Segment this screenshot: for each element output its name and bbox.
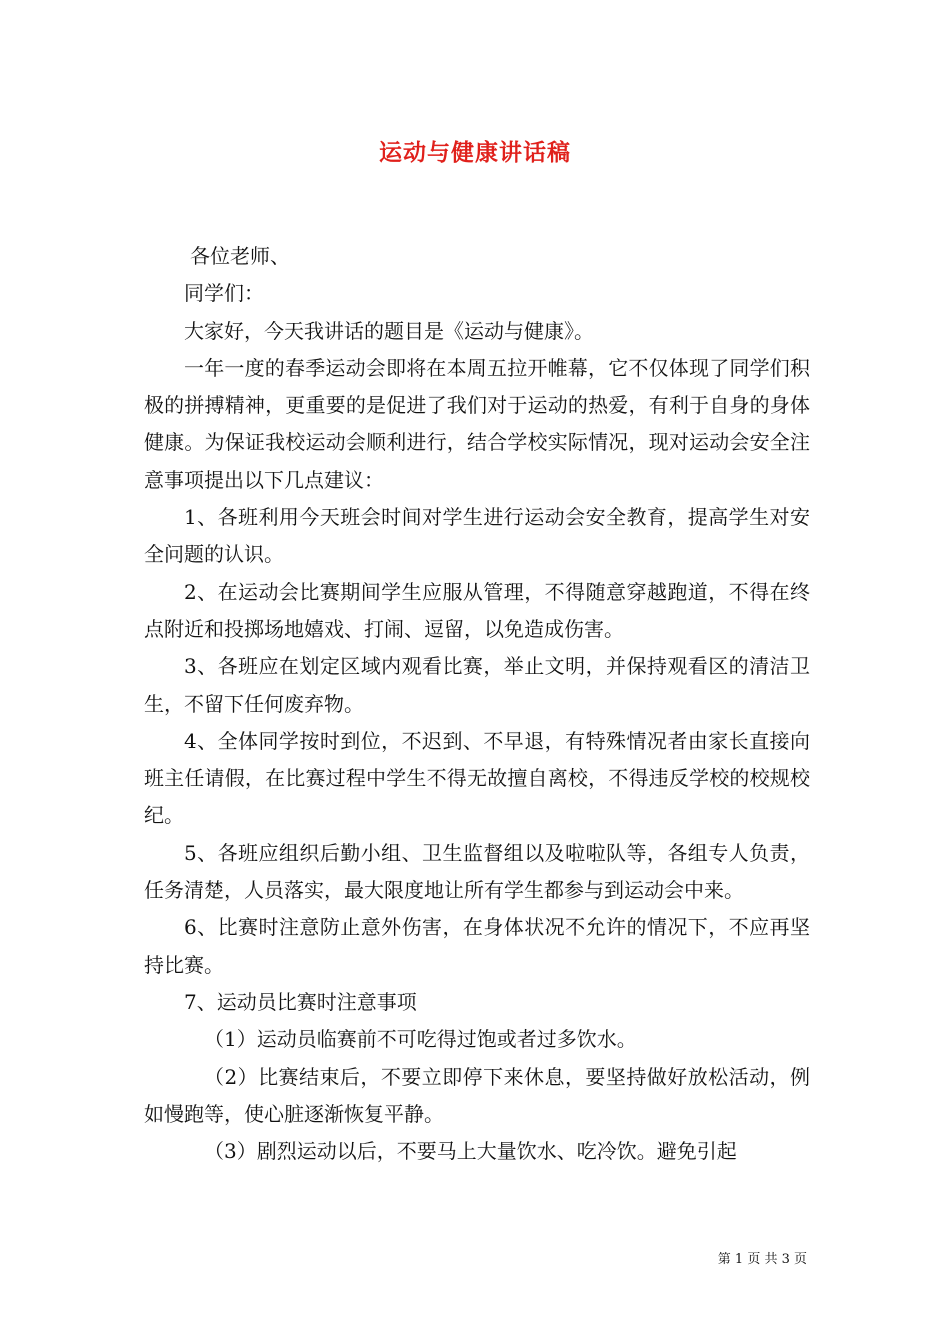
greeting-line: 同学们： [184,281,264,306]
opening-paragraph: 大家好，今天我讲话的题目是《运动与健康》。 [184,318,594,343]
document-title: 运动与健康讲话稿 [379,139,571,166]
list-item: 7、运动员比赛时注意事项 [184,989,417,1014]
greeting-line: 各位老师、 [190,244,290,268]
list-item: 5、各班应组织后勤小组、卫生监督组以及啦啦队等，各组专人负责，任务清楚，人员落实，最大限度地让所有学生都参与到运动会中来。 [144,840,810,903]
list-item: 6、比赛时注意防止意外伤害，在身体状况不允许的情况下，不应再坚持比赛。 [144,915,810,977]
sub-list-item: （1）运动员临赛前不可吃得过饱或者过多饮水。 [204,1027,637,1052]
document-body [144,238,810,1170]
intro-paragraph: 一年一度的春季运动会即将在本周五拉开帷幕，它不仅体现了同学们积极的拼搏精神，更重要的是促进了我们对于运动的热爱，有利于自身的身体健康。为保证我校运动会顺利进行，结合学校实际情况，现对运动会安全注意事项提出以下几点建议： [144,355,810,492]
list-item: 2、在运动会比赛期间学生应服从管理，不得随意穿越跑道，不得在终点附近和投掷场地嬉戏、打闹、逗留，以免造成伤害。 [144,579,810,641]
list-item: 3、各班应在划定区域内观看比赛，举止文明，并保持观看区的清洁卫生，不留下任何废弃物。 [144,654,810,716]
sub-list-item: （3）剧烈运动以后，不要马上大量饮水、吃冷饮。避免引起 [204,1139,737,1164]
list-item: 1、各班利用今天班会时间对学生进行运动会安全教育，提高学生对安全问题的认识。 [144,505,810,567]
list-item: 4、全体同学按时到位，不迟到、不早退，有特殊情况者由家长直接向班主任请假，在比赛过程中学生不得无故擅自离校，不得违反学校的校规校纪。 [144,728,810,828]
sub-list-item: （2）比赛结束后，不要立即停下来休息，要坚持做好放松活动，例如慢跑等，使心脏逐渐恢复平静。 [144,1064,810,1126]
page-number: 第 1 页 共 3 页 [717,1252,807,1267]
